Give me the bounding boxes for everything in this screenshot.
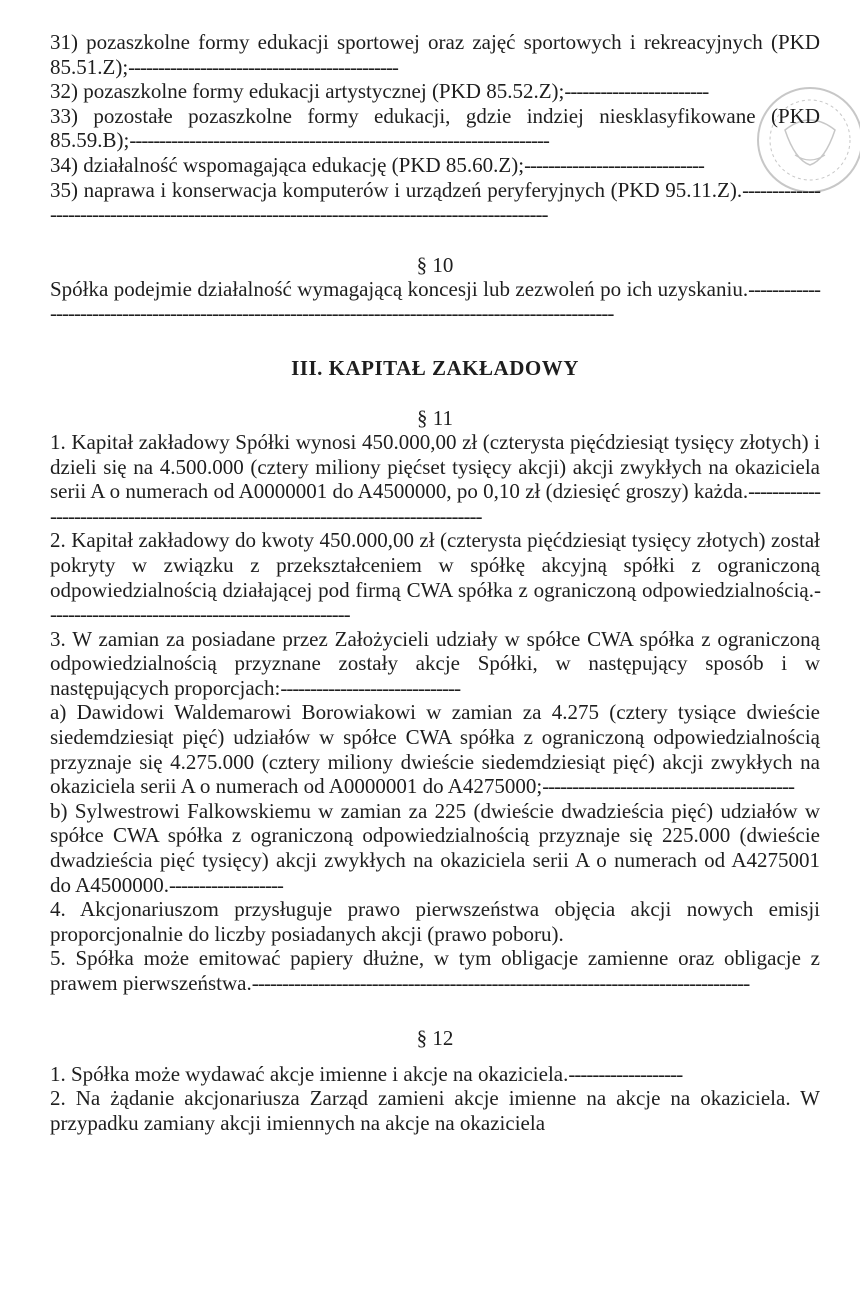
section-11-paragraph-1: 1. Kapitał zakładowy Spółki wynosi 450.000,00 zł (czterysta pięćdziesiąt tysięcy złotych) i dzieli się na 4.500.000 (cztery miliony pięćset tysięcy akcji) akcji zwykłych na okaziciela serii A o numerach od A0000001 do A4500000, po 0,10 zł (dziesięć groszy) każda.------------------------------------------------------------------------------------ [50, 429, 820, 528]
section-11-paragraph-2: 2. Kapitał zakładowy do kwoty 450.000,00 zł (czterysta pięćdziesiąt tysięcy złotych) został pokryty w związku z przekształceniem w spółkę akcyjną spółki z ograniczoną odpowiedzialnością działającej pod firmą CWA spółka z ograniczoną odpowiedzialnością.--------------------------------------------------- [50, 528, 820, 627]
dash-filler: ------------------------------ [280, 675, 461, 700]
section-11-heading: § 11 [417, 405, 453, 430]
section-10-paragraph: Spółka podejmie działalność wymagającą koncesji lub zezwoleń po ich uzyskaniu.---------------------------------------------------------------------------------------------------------- [50, 276, 820, 326]
chapter-title: III. KAPITAŁ ZAKŁADOWY [291, 355, 579, 380]
list-item-34: 34) działalność wspomagająca edukację (PKD 85.60.Z);------------------------------ [50, 152, 704, 177]
list-item-35: 35) naprawa i konserwacja komputerów i urządzeń peryferyjnych (PKD 95.11.Z).------------------------------------------------------------------------------------------------ [50, 177, 820, 227]
section-11-paragraph-3: 3. W zamian za posiadane przez Założycieli udziały w spółce CWA spółka z ograniczoną odpowiedzialnością przyznane zostały akcje Spółki, w następujący sposób i w następujących proporcjach:------------------------------ [50, 626, 820, 700]
list-item-32: 32) pozaszkolne formy edukacji artystycznej (PKD 85.52.Z);------------------------ [50, 79, 709, 104]
dash-filler: ------------------- [568, 1061, 683, 1086]
dash-filler: --------------------------------------------- [128, 54, 398, 79]
dash-filler: ----------------------------------------------------------------------------------- [251, 971, 750, 995]
section-11-paragraph-5: 5. Spółka może emitować papiery dłużne, w tym obligacje zamienne oraz obligacje z prawem pierwszeństwa.----------------------------------------------------------------------------------- [50, 946, 820, 995]
list-item-33: 33) pozostałe pozaszkolne formy edukacji, gdzie indziej niesklasyfikowane (PKD 85.59.B);---------------------------------------------------------------------- [50, 103, 820, 153]
section-11-item-b: b) Sylwestrowi Falkowskiemu w zamian za 225 (dwieście dwadzieścia pięć) udziałów w spółce CWA spółka z ograniczoną odpowiedzialnością przyznaje się 225.000 (dwieście dwadzieścia pięć tysięcy) akcji zwykłych na okaziciela serii A o numerach od A4275001 do A4500000.------------------- [50, 798, 820, 897]
section-11-item-a: a) Dawidowi Waldemarowi Borowiakowi w zamian za 4.275 (cztery tysiące dwieście siedemdziesiąt pięć) udziałów w spółce CWA spółka z ograniczoną odpowiedzialnością przyznaje się 4.275.000 (cztery miliony dwieście siedemdziesiąt pięć) akcji zwykłych na okaziciela serii A o numerach od A0000001 do A4275000;------------------------------------------ [50, 700, 820, 799]
section-12-paragraph-1: 1. Spółka może wydawać akcje imienne i akcje na okaziciela.------------------- [50, 1061, 683, 1086]
dash-filler: ------------------------------------------ [542, 774, 794, 799]
dash-filler: ---------------------------------------------------------------------- [129, 128, 549, 153]
section-11-paragraph-4: 4. Akcjonariuszom przysługuje prawo pierwszeństwa objęcia akcji nowych emisji proporcjonalnie do liczby posiadanych akcji (prawo poboru). [50, 897, 820, 946]
dash-filler: ---------------------------------------------------------------------------------------------------------- [50, 276, 820, 326]
list-item-31: 31) pozaszkolne formy edukacji sportowej oraz zajęć sportowych i rekreacyjnych (PKD 85.51.Z);--------------------------------------------- [50, 30, 820, 79]
document-page [50, 30, 820, 1135]
dash-filler: ------------------------------------------------------------------------------------------------ [50, 177, 820, 227]
dash-filler: ------------------------------ [524, 152, 704, 177]
dash-filler: ------------------- [169, 872, 283, 897]
dash-filler: ------------------------------------------------------------------------------------ [50, 479, 820, 528]
section-12-heading: § 12 [416, 1025, 454, 1050]
section-10-heading: § 10 [416, 252, 454, 277]
dash-filler: --------------------------------------------------- [50, 577, 820, 627]
section-12-paragraph-2: 2. Na żądanie akcjonariusza Zarząd zamieni akcje imienne na akcje na okaziciela. W przypadku zamiany akcji imiennych na akcje na okaziciela [50, 1086, 820, 1135]
dash-filler: ------------------------ [564, 79, 709, 104]
